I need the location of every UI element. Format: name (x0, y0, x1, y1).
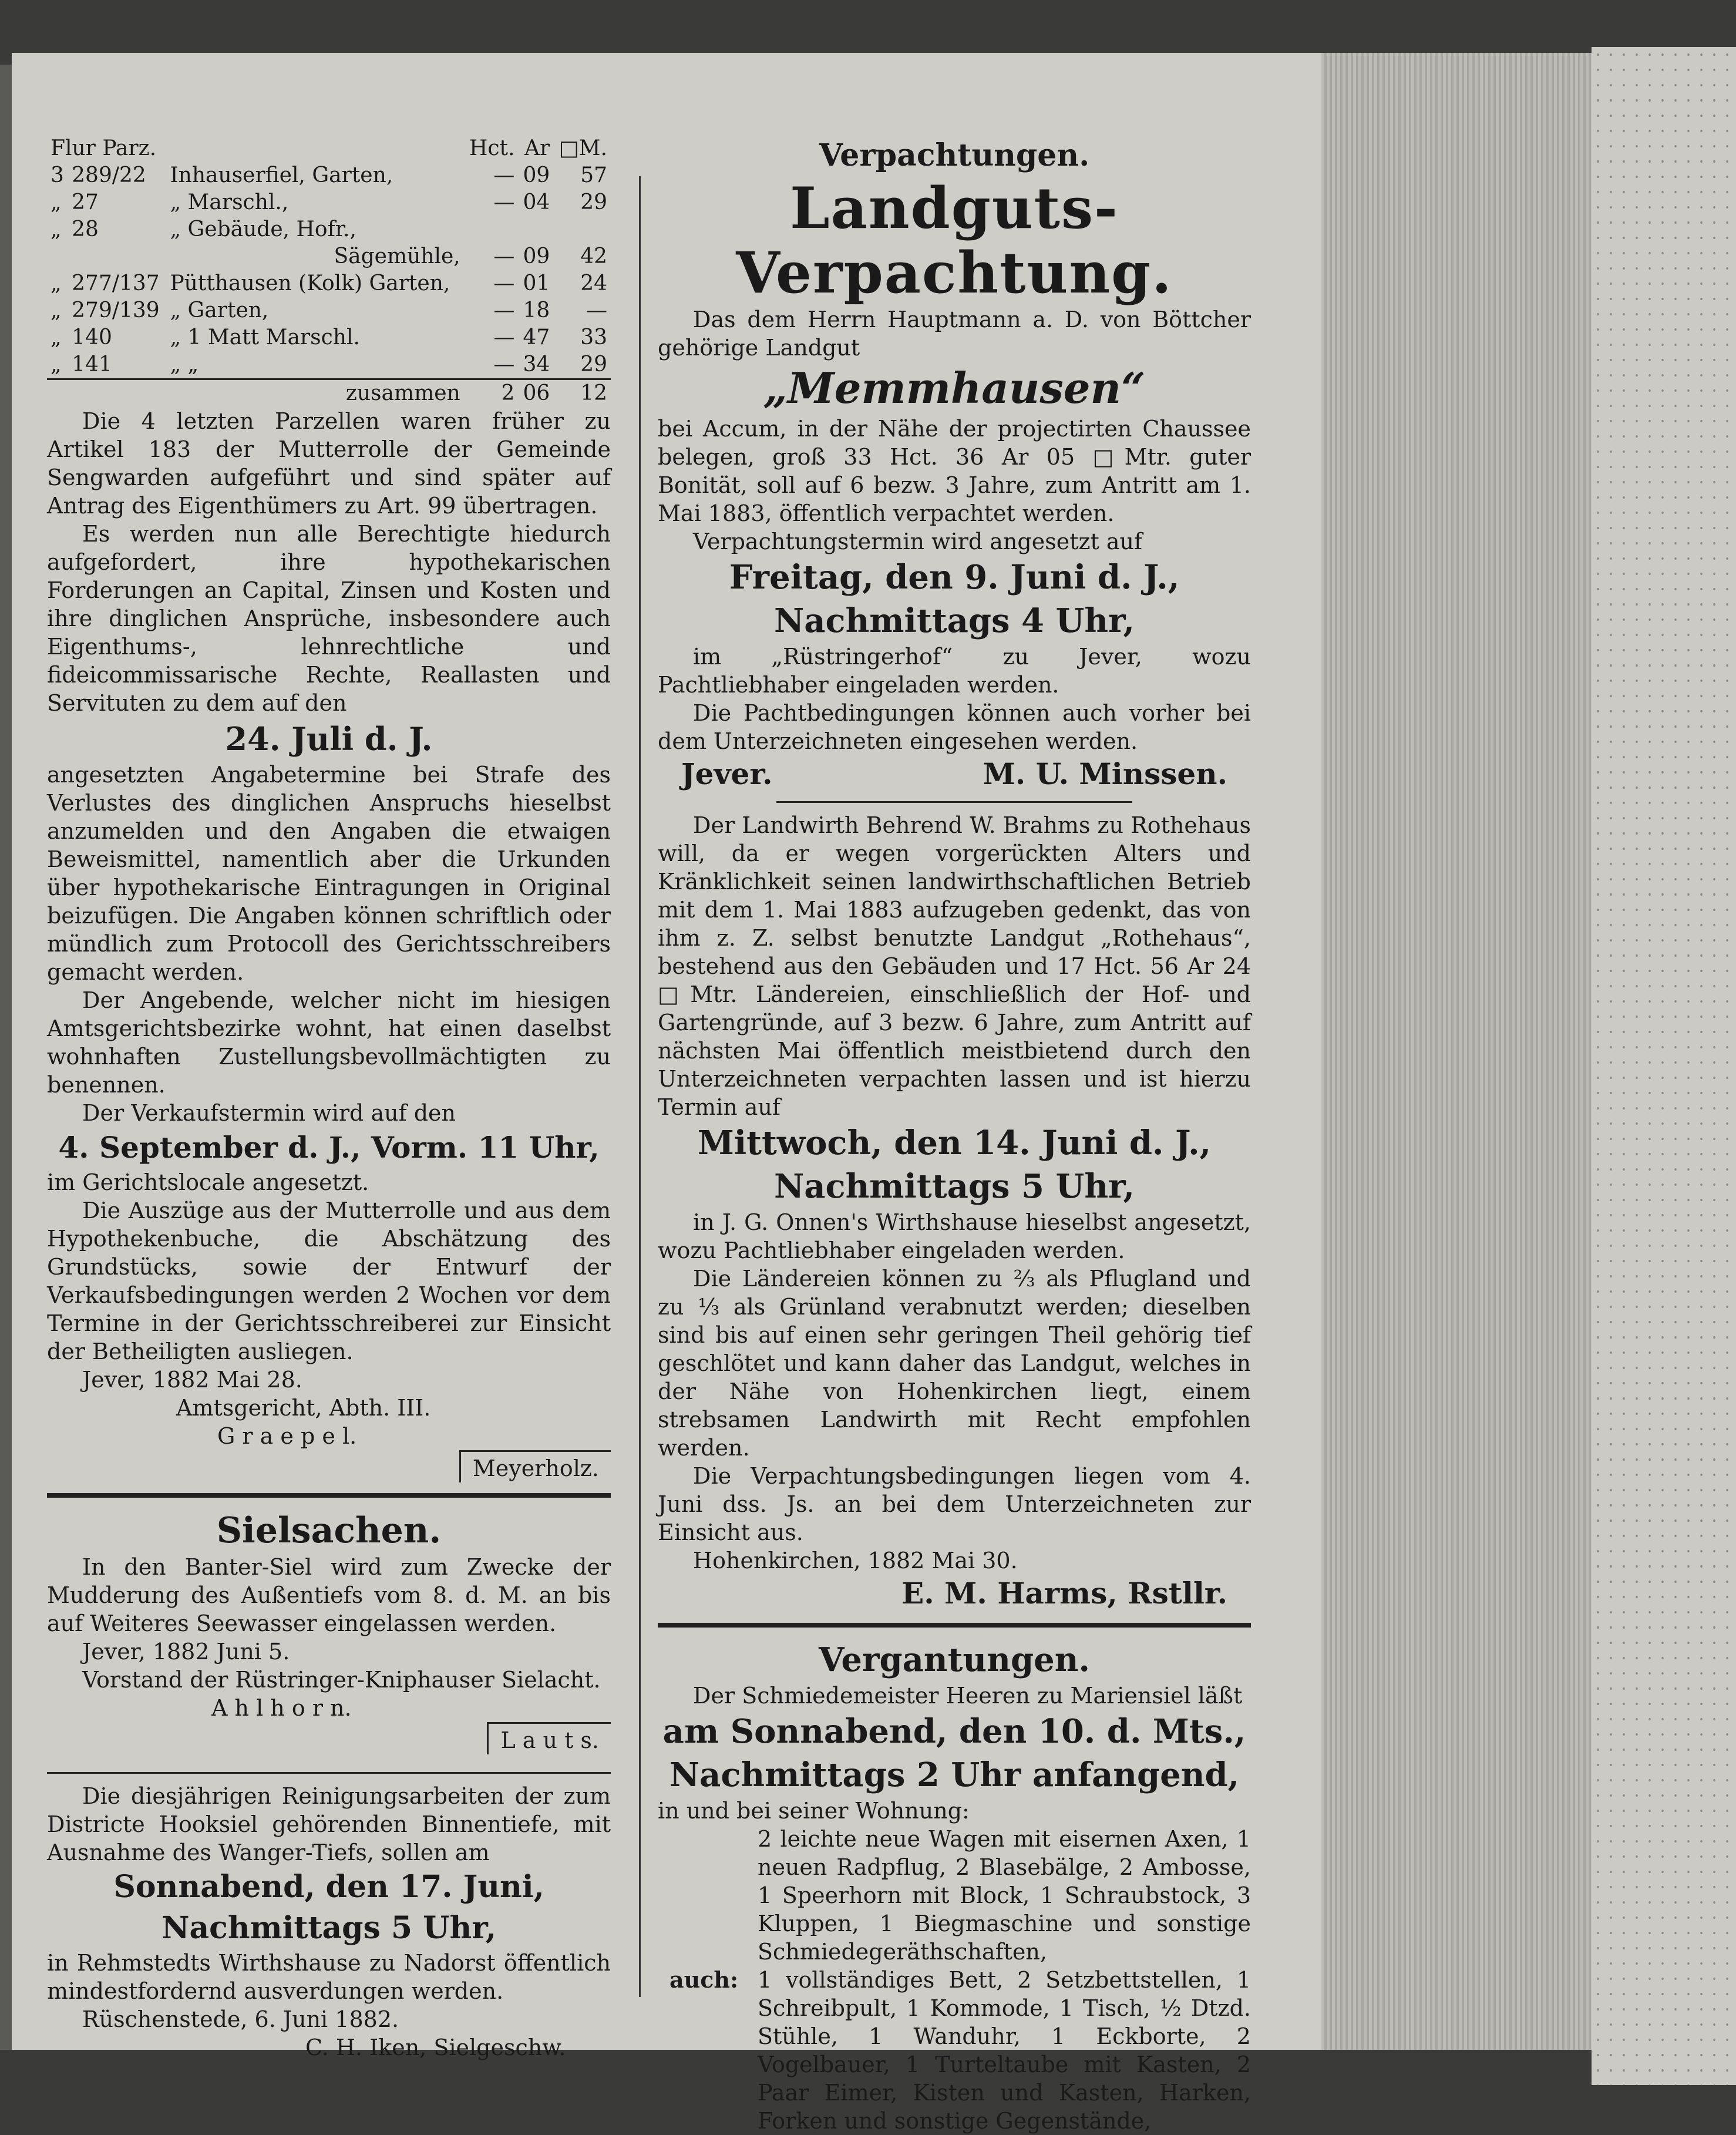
signature: A h l h o r n. (211, 1695, 352, 1721)
section-divider (47, 1772, 611, 1774)
auction-date: am Sonnabend, den 10. d. Mts., (662, 1712, 1246, 1751)
event-time: Nachmittags 5 Uhr, (161, 1910, 497, 1946)
place-date: Jever, 1882 Juni 5. (82, 1639, 290, 1665)
col-hct: Hct. (469, 136, 515, 160)
signature-secondary: L a u t s. (487, 1722, 611, 1754)
item-list-group (658, 1966, 1251, 2135)
col-ar: Ar (524, 136, 550, 160)
court-name: Amtsgericht, Abth. III. (176, 1395, 431, 1421)
event-date: Sonnabend, den 17. Juni, (113, 1869, 544, 1905)
paragraph: Der Landwirth Behrend W. Brahms zu Rothehaus will, da er wegen vorgerückten Alters und Kränklichkeit seinen landwirthschaftlichen Betrieb mit dem 1. Mai 1883 aufzugeben gedenkt, das von ihm z. Z. selbst benutzte Landgut „Rothehaus“, bestehend aus den Gebäuden und 17 Hct. 56 Ar 24 □Mtr. Ländereien, einschließlich der Hof- und Gartengründe, auf 3 bezw. 6 Jahre, zum Antritt auf nächsten Mai öffentlich meistbietend durch den Unterzeichneten verpachten lassen und ist hierzu Termin auf (658, 812, 1251, 1120)
paragraph: Der Verkaufstermin wird auf den (82, 1100, 456, 1126)
estate-name: „Memmhausen“ (763, 363, 1146, 413)
table-caption: Flur Parz. (51, 136, 157, 160)
board-name: Vorstand der Rüstringer-Kniphauser Sielacht. (82, 1667, 601, 1693)
paragraph: Die 4 letzten Parzellen waren früher zu Artikel 183 der Mutterrolle der Gemeinde Sengwarden aufgeführt und sind später auf Antrag des Eigenthümers zu Art. 99 übertragen. (47, 408, 611, 519)
signature-line (658, 755, 1251, 793)
signature: C. H. Iken, Sielgeschw. (305, 2035, 566, 2060)
book-page-edges (1321, 53, 1592, 2050)
table-row: „ 28 „ Gebäude, Hofr., (51, 217, 357, 241)
table-row: Sägemühle, — 09 42 (334, 244, 607, 268)
column-divider (639, 176, 641, 1997)
section-title: Sielsachen. (216, 1510, 442, 1551)
col-qm: □M. (559, 136, 607, 160)
table-row: „ 279/139 „ Garten, — 18 — (51, 298, 607, 322)
section-divider (658, 1623, 1251, 1628)
paragraph: Verpachtungstermin wird angesetzt auf (693, 529, 1143, 554)
term-date: Mittwoch, den 14. Juni d. J., (697, 1124, 1212, 1162)
ad-headline: Landguts-Verpachtung. (736, 175, 1173, 306)
paragraph: in J. G. Onnen's Wirthshause hieselbst angesetzt, wozu Pachtliebhaber eingeladen werden. (658, 1209, 1251, 1263)
section-divider (47, 1493, 611, 1498)
place-date: Hohenkirchen, 1882 Mai 30. (693, 1548, 1018, 1573)
paragraph: in und bei seiner Wohnung: (658, 1798, 970, 1824)
term-time: Nachmittags 4 Uhr, (774, 601, 1135, 640)
book-cover (1592, 47, 1736, 2085)
term-time: Nachmittags 5 Uhr, (774, 1167, 1135, 1206)
paragraph: Das dem Herrn Hauptmann a. D. von Böttcher gehörige Landgut (658, 307, 1251, 361)
term-date: Freitag, den 9. Juni d. J., (729, 558, 1180, 597)
also-label: auch: (669, 1966, 739, 1993)
judge-name: G r a e p e l. (217, 1423, 357, 1449)
table-row: 3 289/22 Inhauserfiel, Garten, — 09 57 (51, 163, 607, 187)
signature-name: M. U. Minssen. (983, 757, 1227, 791)
paragraph: Der Angebende, welcher nicht im hiesigen Amtsgerichtsbezirke wohnt, hat einen daselbst wohnhaften Zustellungsbevollmächtigten zu benennen. (47, 987, 611, 1098)
left-column (47, 135, 611, 2062)
parcel-table (47, 135, 611, 407)
table-total-row: zusammen 2 06 12 (47, 379, 611, 408)
paragraph: im Gerichtslocale angesetzt. (47, 1169, 369, 1195)
item-list: 2 leichte neue Wagen mit eisernen Axen, 1 neuen Radpflug, 2 Blasebälge, 2 Ambosse, 1 Speerhorn mit Block, 1 Schraubstock, 3 Kluppen, 1 Biegmaschine und sonstige Schmiedegeräthschaften, (758, 1826, 1251, 1965)
paragraph: Die Ländereien können zu ⅔ als Pflugland und zu ⅓ als Grünland verabnutzt werden; dieselben sind bis auf einen sehr geringen Theil gehörig tief geschlötet und kann daher das Landgut, welches in der Nähe von Hohenkirchen liegt, einem strebsamen Landwirth mit Recht empfohlen werden. (658, 1266, 1251, 1461)
place-date: Rüschenstede, 6. Juni 1882. (82, 2006, 399, 2032)
clerk-name: Meyerholz. (459, 1450, 611, 1482)
right-column (658, 135, 1251, 2135)
paragraph: Die Verpachtungsbedingungen liegen vom 4. Juni dss. Js. an bei dem Unterzeichneten zur Einsicht aus. (658, 1463, 1251, 1545)
section-title: Verpachtungen. (819, 137, 1090, 173)
term-date: 24. Juli d. J. (225, 720, 433, 758)
paragraph: Die diesjährigen Reinigungsarbeiten der zum Districte Hooksiel gehörenden Binnentiefe, mit Ausnahme des Wanger-Tiefs, sollen am (47, 1783, 611, 1865)
auction-time: Nachmittags 2 Uhr anfangend, (669, 1756, 1240, 1794)
paragraph: im „Rüstringerhof“ zu Jever, wozu Pachtliebhaber eingeladen werden. (658, 644, 1251, 698)
paragraph: In den Banter-Siel wird zum Zwecke der Mudderung des Außentiefs vom 8. d. M. an bis auf Weiteres Seewasser eingelassen werden. (47, 1554, 611, 1636)
paragraph: angesetzten Angabetermine bei Strafe des Verlustes des dinglichen Anspruchs hieselbst anzumelden und den Angaben die etwaigen Beweismittel, namentlich aber die Urkunden über hypothekarische Eintragungen in Original beizufügen. Die Angaben können schriftlich oder mündlich zum Protocoll des Gerichtsschreibers gemacht werden. (47, 762, 611, 985)
paragraph: in Rehmstedts Wirthshause zu Nadorst öffentlich mindestfordernd ausverdungen werden. (47, 1950, 611, 2004)
table-row: „ 277/137 Pütthausen (Kolk) Garten, — 01 24 (51, 271, 607, 295)
section-divider (776, 801, 1132, 803)
table-row: „ 140 „ 1 Matt Marschl. — 47 33 (51, 325, 607, 349)
paragraph: Die Pachtbedingungen können auch vorher bei dem Unterzeichneten eingesehen werden. (658, 700, 1251, 754)
paragraph: bei Accum, in der Nähe der projectirten Chaussee belegen, groß 33 Hct. 36 Ar 05 □Mtr. guter Bonität, soll auf 6 bezw. 3 Jahre, zum Antritt am 1. Mai 1883, öffentlich verpachtet werden. (658, 416, 1251, 526)
place-date: Jever, 1882 Mai 28. (82, 1367, 302, 1393)
section-title: Vergantungen. (819, 1640, 1090, 1679)
signature-name: E. M. Harms, Rstllr. (901, 1576, 1227, 1611)
sale-date: 4. September d. J., Vorm. 11 Uhr, (58, 1130, 600, 1165)
paragraph: Der Schmiedemeister Heeren zu Mariensiel läßt (693, 1683, 1243, 1709)
item-list: 1 vollständiges Bett, 2 Setzbettstellen, 1 Schreibpult, 1 Kommode, 1 Tisch, ½ Dtzd. Stühle, 1 Wanduhr, 1 Eckborte, 2 Vogelbauer, 1 Turteltaube mit Kasten, 2 Paar Eimer, Kisten und Kasten, Harken, Forken und sonstige Gegenstände, (758, 1967, 1251, 2134)
signature-place: Jever. (681, 757, 773, 791)
paragraph: Die Auszüge aus der Mutterrolle und aus dem Hypothekenbuche, die Abschätzung des Grundstücks, sowie der Entwurf der Verkaufsbedingungen werden 2 Wochen vor dem Termine in der Gerichtsschreiberei zur Einsicht der Betheiligten ausliegen. (47, 1198, 611, 1364)
table-header-row (47, 135, 611, 162)
table-row: „ 141 „ „ — 34 29 (51, 352, 607, 376)
paragraph: Es werden nun alle Berechtigte hiedurch aufgefordert, ihre hypothekarischen Forderungen an Capital, Zinsen und Kosten und ihre dinglichen Ansprüche, insbesondere auch Eigenthums-, lehnrechtliche und fideicommissarische Rechte, Reallasten und Servituten zu dem auf den (47, 521, 611, 716)
table-row: „ 27 „ Marschl., — 04 29 (51, 190, 607, 214)
